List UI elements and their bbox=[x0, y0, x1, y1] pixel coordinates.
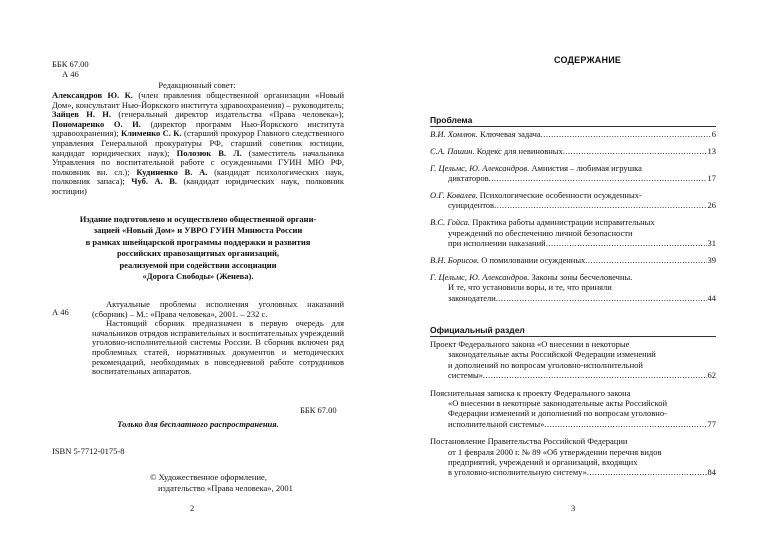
support-line: российских правозащитных организаций, bbox=[116, 248, 280, 259]
toc-entry[interactable] bbox=[430, 388, 716, 430]
toc-title-text: предприятий, учреждений и организаций, входящих bbox=[448, 456, 638, 467]
toc-title-text: при исполнении наказаний bbox=[448, 238, 546, 249]
board-member-name: Пономаренко О. И. bbox=[52, 118, 141, 129]
toc-page-number: 31 bbox=[707, 238, 716, 249]
toc-dot-leader bbox=[563, 146, 707, 156]
annotation-description: Настоящий сборник предназначен в первую очередь для начальников отрядов исправительных и воспитательных учреждений уголовно-исполнительной системы России. В сборник включен ряд проблемных статей, нормативных документов и методических рекомендаций, необходимых в повседневной работе сотрудников воспитательных аппаратов. bbox=[92, 318, 344, 377]
copyright bbox=[150, 472, 330, 493]
toc-author: В.С. Гойса. bbox=[430, 217, 471, 228]
toc-line-text bbox=[448, 457, 637, 467]
board-member-description: (старший прокурор Главного следственного управления Генеральной прокуратуры РФ, старший советник юстиции, кандидат юридических наук); bbox=[52, 128, 344, 158]
toc-line bbox=[430, 388, 716, 398]
toc-page-number: 13 bbox=[707, 145, 716, 156]
board-member-description: (директор программ Нью-Йоркского института здравоохранения); bbox=[52, 118, 344, 139]
toc-title-text: «О внесении в некоторые законодательные акты Российской bbox=[448, 397, 667, 408]
toc-line bbox=[430, 467, 716, 477]
board-member-description: (заместитель начальника Управления по воспитательной работе с осужденными ГУИН МЮ РФ, полковник вн. сл.); bbox=[52, 147, 344, 177]
board-member-name: Полозюк В. Л. bbox=[176, 147, 242, 158]
toc-line-text bbox=[448, 419, 544, 429]
toc-problem-list bbox=[430, 129, 716, 310]
toc-title-text: в уголовно-исполнительную систему» bbox=[448, 467, 587, 478]
toc-line-text bbox=[448, 293, 496, 303]
board-member-name: Кудиненко В. А. bbox=[136, 166, 208, 177]
section-divider bbox=[430, 126, 716, 127]
toc-page-number: 44 bbox=[707, 292, 716, 303]
toc-page-number: 77 bbox=[707, 418, 716, 429]
free-distribution-note: Только для бесплатного распространения. bbox=[117, 419, 279, 429]
toc-entry[interactable] bbox=[430, 272, 716, 303]
board-member-name: Александров Ю. К. bbox=[52, 90, 133, 100]
toc-dot-leader bbox=[544, 419, 706, 429]
toc-author: Г. Цельмс, Ю. Александров. bbox=[430, 271, 530, 282]
toc-line-text bbox=[448, 200, 494, 210]
page-number-right: 3 bbox=[571, 503, 576, 513]
section-divider bbox=[430, 336, 716, 337]
toc-official-list bbox=[430, 339, 716, 485]
toc-line-text bbox=[448, 349, 656, 359]
section-heading-problem: Проблема bbox=[430, 115, 473, 125]
toc-page-number: 17 bbox=[707, 173, 716, 184]
toc-line-text bbox=[430, 146, 563, 156]
toc-title-text: Практика работы администрации исправительных bbox=[470, 217, 655, 228]
toc-line-text bbox=[448, 173, 489, 183]
toc-entry[interactable] bbox=[430, 255, 716, 265]
toc-dot-leader bbox=[587, 467, 707, 477]
toc-line bbox=[430, 129, 716, 139]
toc-dot-leader bbox=[585, 255, 706, 265]
board-member-description: (генеральный директор издательства «Права человека»); bbox=[111, 109, 344, 120]
toc-title-text: Пояснительная записка к проекту Федерального закона bbox=[430, 387, 631, 398]
toc-line-text bbox=[430, 217, 655, 227]
toc-author: В.Н. Борисов. bbox=[430, 255, 480, 266]
author-mark: А 46 bbox=[62, 68, 79, 79]
toc-title-text: диктаторов bbox=[448, 173, 489, 184]
toc-line bbox=[430, 360, 716, 370]
annotation bbox=[92, 300, 344, 377]
toc-line-text bbox=[430, 129, 541, 139]
toc-title-text: Кодекс для невиновных bbox=[474, 145, 563, 156]
toc-line bbox=[430, 238, 716, 248]
toc-entry[interactable] bbox=[430, 190, 716, 211]
toc-page-number: 62 bbox=[707, 370, 716, 381]
toc-line bbox=[430, 255, 716, 265]
bbk-code: ББК 67.00 bbox=[52, 59, 89, 69]
toc-line-text bbox=[430, 190, 642, 200]
toc-title-text: от 1 февраля 2000 г. № 89 «Об утверждении перечня видов bbox=[448, 446, 662, 457]
editorial-board-title: Редакционный совет: bbox=[158, 80, 236, 90]
board-member-name: Клименко С. К. bbox=[120, 128, 182, 139]
toc-line-text bbox=[430, 163, 642, 173]
toc-page-number: 39 bbox=[707, 255, 716, 266]
toc-line-text bbox=[448, 370, 483, 380]
board-member-description: (кандидат психологических наук, полковник запаса); bbox=[52, 166, 345, 187]
toc-line-text bbox=[448, 467, 587, 477]
board-member-name: Зайцев Н. Н. bbox=[52, 109, 112, 120]
page-number-left: 2 bbox=[190, 503, 195, 513]
toc-line bbox=[430, 339, 716, 349]
toc-line bbox=[430, 200, 716, 210]
toc-author: О.Г. Ковалев. bbox=[430, 190, 478, 201]
toc-line-text bbox=[430, 255, 585, 265]
toc-dot-leader bbox=[541, 129, 711, 139]
toc-line-text bbox=[448, 398, 667, 408]
toc-page-number: 26 bbox=[707, 200, 716, 211]
toc-entry[interactable] bbox=[430, 217, 716, 248]
toc-author: Г. Цельмс, Ю. Александров. bbox=[430, 162, 530, 173]
toc-line bbox=[430, 190, 716, 200]
toc-title-text: Законы зоны бесчеловечны. bbox=[529, 271, 633, 282]
toc-line bbox=[430, 447, 716, 457]
toc-entry[interactable] bbox=[430, 129, 716, 139]
toc-line bbox=[430, 163, 716, 173]
toc-line bbox=[430, 408, 716, 418]
toc-line-text bbox=[448, 238, 546, 248]
toc-line bbox=[430, 282, 716, 292]
toc-page-number: 84 bbox=[707, 467, 716, 478]
toc-line bbox=[430, 349, 716, 359]
toc-line-text bbox=[430, 339, 629, 349]
toc-line-text bbox=[448, 228, 633, 238]
toc-line bbox=[430, 457, 716, 467]
toc-line bbox=[430, 293, 716, 303]
editorial-board-members bbox=[52, 91, 344, 197]
annotation-author-mark: А 46 bbox=[52, 307, 69, 317]
toc-line bbox=[430, 217, 716, 227]
toc-line bbox=[430, 436, 716, 446]
copyright-line-1: © Художественное оформление, bbox=[150, 472, 267, 482]
toc-title-text: Федерации изменений и дополнений по вопросам уголовно- bbox=[448, 408, 667, 419]
board-member-name: Чуб. А. В. bbox=[131, 176, 177, 187]
toc-title-text: О помиловании осужденных bbox=[479, 255, 586, 266]
toc-title-text: Ключевая задача bbox=[477, 129, 541, 139]
support-line: реализуемой при содействии ассоциации bbox=[119, 259, 277, 270]
toc-author: С.А. Пашин. bbox=[430, 145, 475, 156]
toc-page-number: 6 bbox=[711, 129, 716, 139]
toc-line bbox=[430, 228, 716, 238]
toc-author: В.И. Хомлюк. bbox=[430, 129, 478, 139]
bbk-code-bottom: ББК 67.00 bbox=[300, 405, 337, 415]
toc-dot-leader bbox=[483, 370, 707, 380]
toc-line-text bbox=[448, 360, 643, 370]
toc-line-text bbox=[430, 436, 627, 446]
toc-line-text bbox=[448, 447, 661, 457]
toc-title-text: Постановление Правительства Российской Федерации bbox=[430, 436, 628, 447]
copyright-line-2: издательство «Права человека», 2001 bbox=[158, 482, 293, 493]
toc-title-text: Амнистия – любимая игрушка bbox=[529, 162, 642, 173]
toc-line-text bbox=[430, 272, 632, 282]
toc-line bbox=[430, 173, 716, 183]
toc-title-text: учреждений по обеспечению личной безопасности bbox=[448, 227, 633, 238]
support-line: зацией «Новый Дом» и УВРО ГУИН Минюста России bbox=[93, 225, 303, 236]
toc-line-text bbox=[430, 388, 630, 398]
toc-title-text: И те, что установили воры, и те, что приняли bbox=[448, 282, 612, 293]
board-member-description: (кандидат юридических наук, полковник юстиции) bbox=[52, 176, 344, 196]
toc-dot-leader bbox=[494, 200, 706, 210]
toc-dot-leader bbox=[496, 293, 707, 303]
support-line: «Дорога Свободы» (Женева). bbox=[142, 271, 254, 282]
toc-title-text: законодательные акты Российской Федерации изменений bbox=[448, 349, 656, 360]
toc-title-text: суицидентов bbox=[448, 200, 495, 211]
support-line: Издание подготовлено и осуществлено общественной органи- bbox=[79, 214, 317, 224]
contents-title: СОДЕРЖАНИЕ bbox=[554, 55, 622, 65]
toc-entry[interactable] bbox=[430, 436, 716, 478]
toc-entry[interactable] bbox=[430, 163, 716, 184]
toc-title-text: Психологические особенности осужденных- bbox=[477, 190, 642, 201]
toc-line bbox=[430, 419, 716, 429]
toc-line bbox=[430, 272, 716, 282]
annotation-bibliographic: Актуальные проблемы исполнения уголовных наказаний (сборник) – М.: «Права человека», 2001. – 232 с. bbox=[92, 299, 344, 319]
support-line: в рамках швейцарской программы поддержки и развития bbox=[85, 236, 311, 247]
toc-title-text: исполнительной системы» bbox=[448, 418, 545, 429]
section-heading-official: Официальный раздел bbox=[430, 325, 525, 335]
bbk-block bbox=[52, 60, 132, 79]
toc-title-text: Проект Федерального закона «О внесении в некоторые bbox=[430, 339, 630, 349]
board-member-description: (член правления общественной организации «Новый Дом», консультант Нью-Йоркского института здравоохранения) – руководитель; bbox=[52, 90, 345, 110]
toc-title-text: системы» bbox=[448, 370, 483, 381]
toc-line bbox=[430, 146, 716, 156]
toc-title-text: законодатели bbox=[448, 292, 496, 303]
toc-dot-leader bbox=[546, 238, 707, 248]
toc-line-text bbox=[448, 282, 612, 292]
toc-entry[interactable] bbox=[430, 146, 716, 156]
toc-line bbox=[430, 398, 716, 408]
toc-title-text: и дополнений по вопросам уголовно-исполнительной bbox=[448, 359, 643, 370]
isbn: ISBN 5-7712-0175-8 bbox=[52, 446, 125, 456]
toc-entry[interactable] bbox=[430, 339, 716, 381]
toc-line-text bbox=[448, 408, 667, 418]
publication-support-note bbox=[52, 214, 344, 282]
toc-line bbox=[430, 370, 716, 380]
toc-dot-leader bbox=[489, 173, 707, 183]
